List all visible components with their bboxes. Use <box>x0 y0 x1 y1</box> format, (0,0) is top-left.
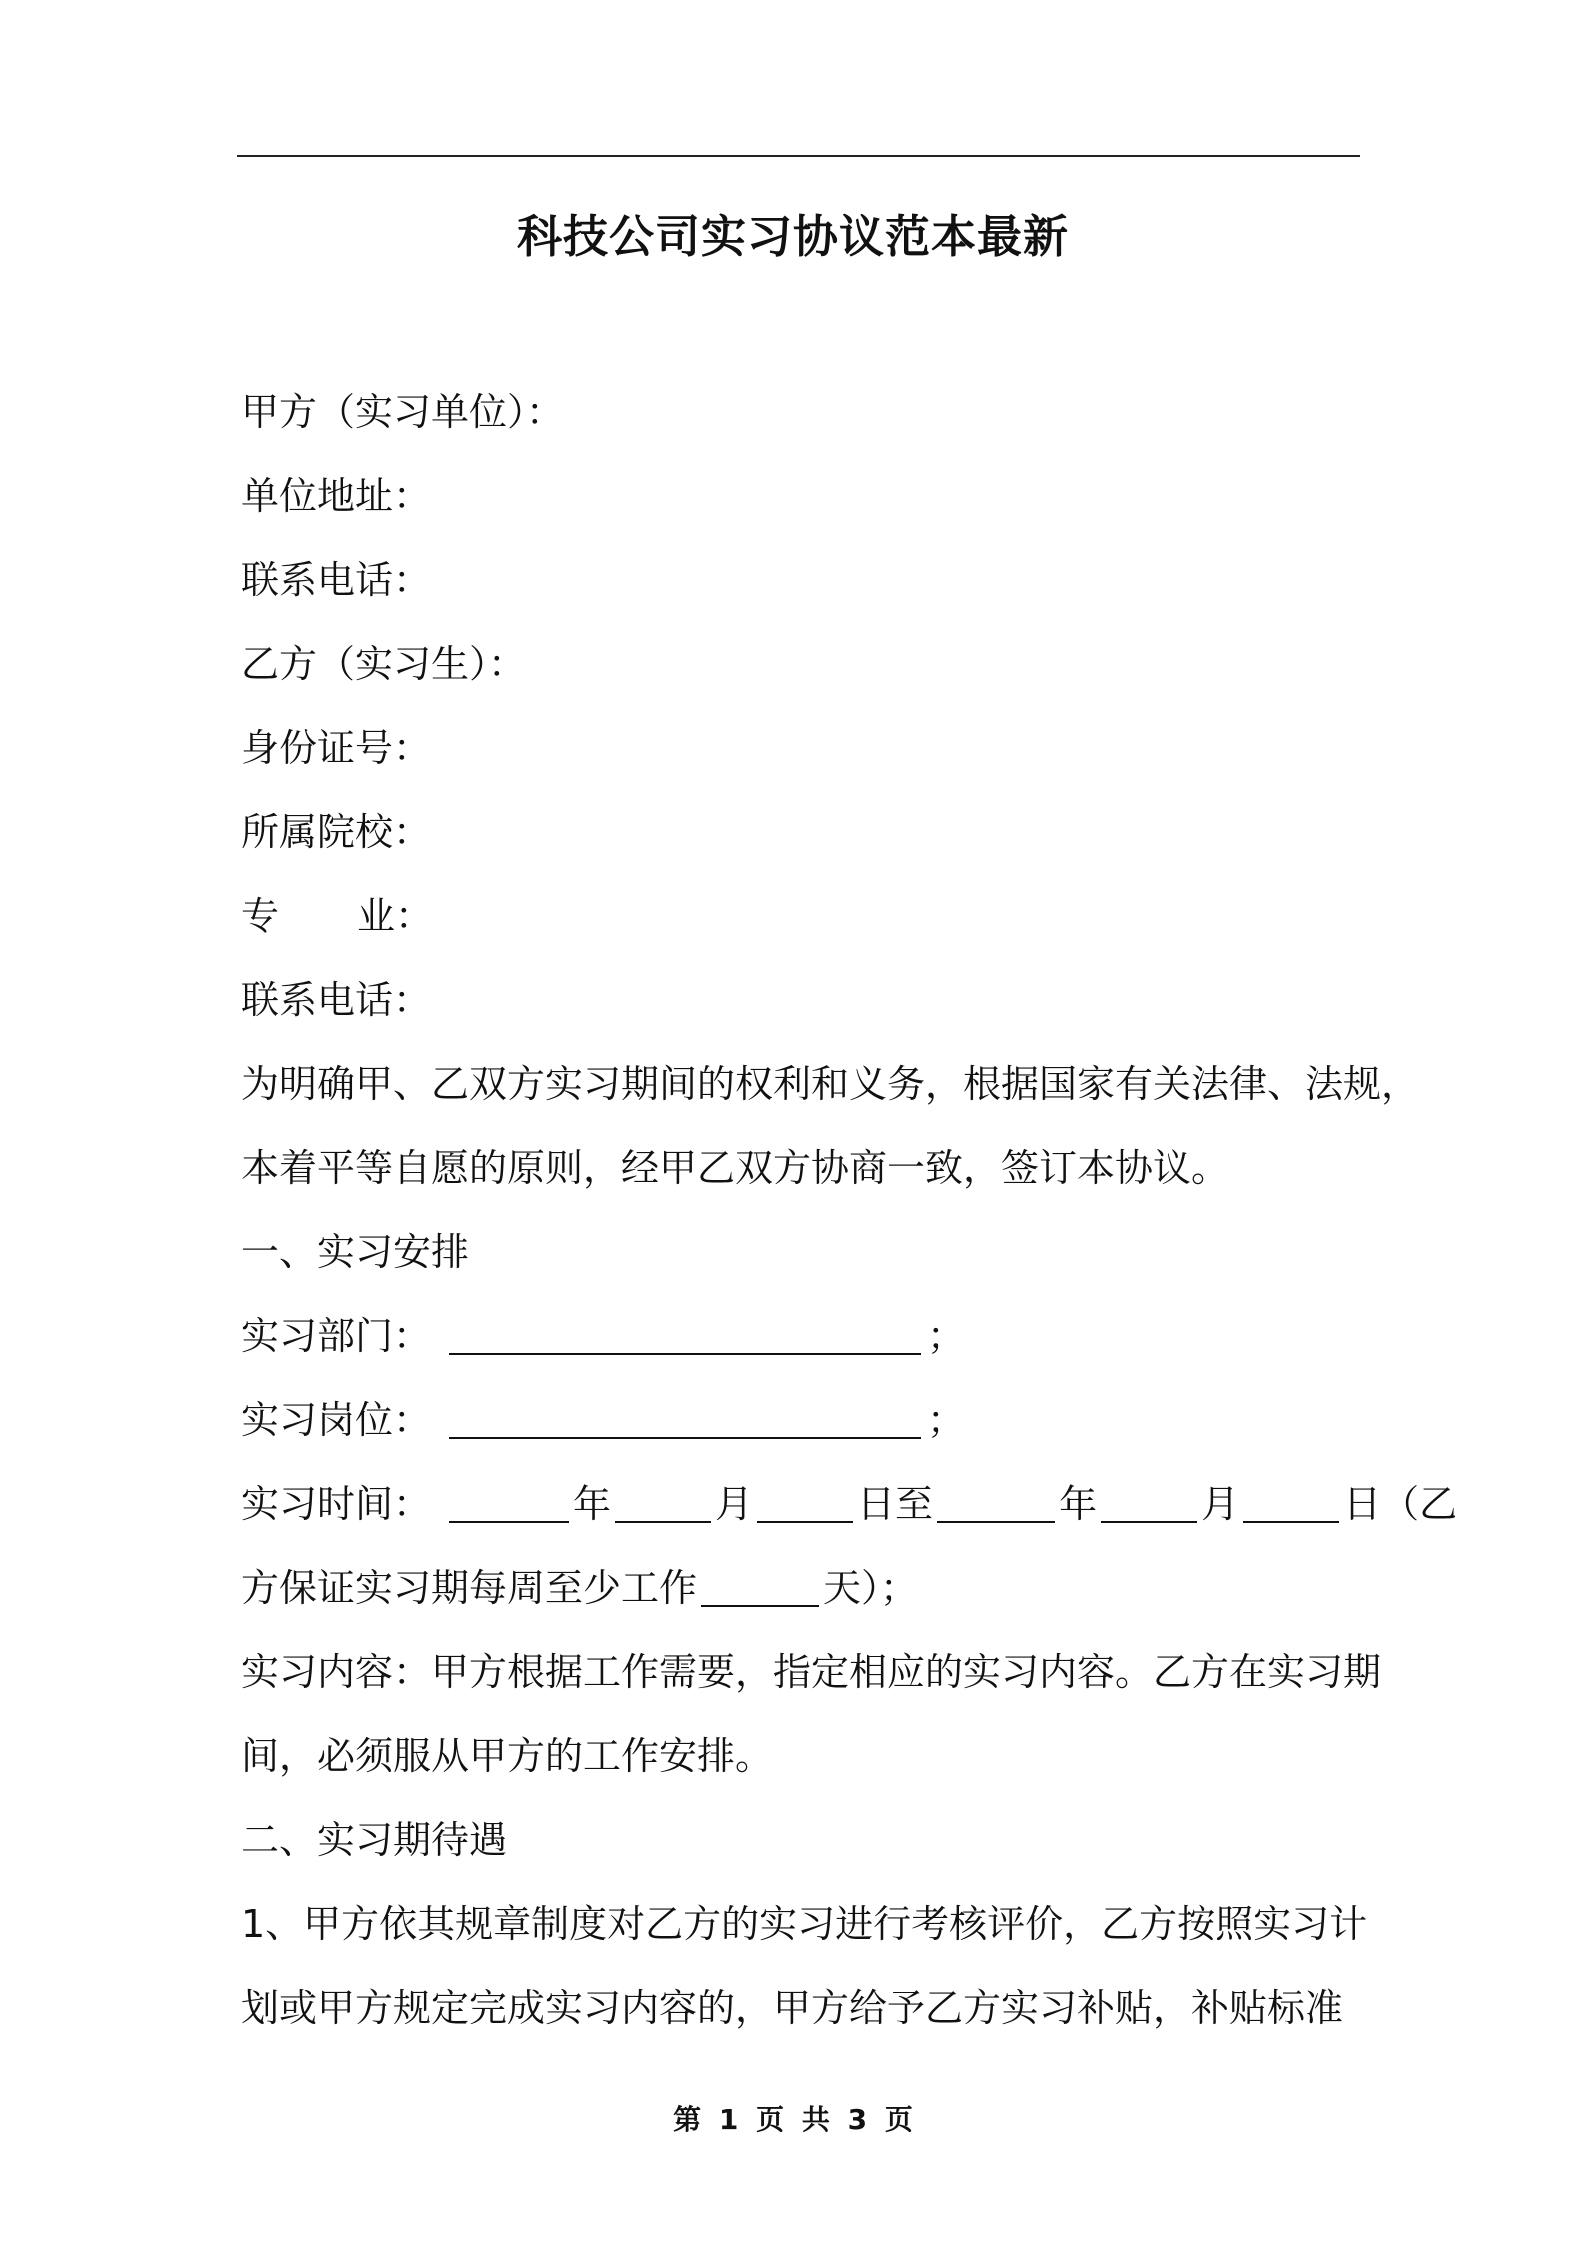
end-year-unit: 年 <box>1059 1482 1098 1526</box>
time-line-1 <box>241 1462 1458 1546</box>
field-address: 单位地址： <box>241 474 432 518</box>
start-day-blank <box>757 1481 853 1523</box>
field-id-number: 身份证号： <box>241 726 432 770</box>
content-line-2: 间，必须服从甲方的工作安排。 <box>241 1734 774 1778</box>
preamble-line-1: 为明确甲、乙双方实习期间的权利和义务，根据国家有关法律、法规， <box>241 1062 1420 1106</box>
field-phone-b: 联系电话： <box>241 978 432 1022</box>
time-line-2 <box>241 1546 1361 1630</box>
section-2-item-1-line-2: 划或甲方规定完成实习内容的，甲方给予乙方实习补贴，补贴标准 <box>241 1986 1344 2030</box>
field-major-first-char: 专 <box>241 894 280 938</box>
workdays-end: 天）； <box>823 1566 919 1610</box>
end-day-unit: 日（乙 <box>1343 1482 1458 1526</box>
position-label: 实习岗位： <box>241 1398 432 1442</box>
page-footer: 第 1 页 共 3 页 <box>673 2103 913 2136</box>
department-end: ； <box>927 1314 966 1358</box>
field-school: 所属院校： <box>241 810 432 854</box>
department-label: 实习部门： <box>241 1314 432 1358</box>
start-day-unit: 日至 <box>857 1482 934 1526</box>
document-title: 科技公司实习协议范本最新 <box>516 210 1069 263</box>
position-end: ； <box>927 1398 966 1442</box>
start-year-blank <box>449 1481 569 1523</box>
field-phone-a: 联系电话： <box>241 558 432 602</box>
department-blank <box>449 1313 921 1355</box>
end-month-unit: 月 <box>1201 1482 1240 1526</box>
content-line-1: 实习内容：甲方根据工作需要，指定相应的实习内容。乙方在实习期 <box>241 1650 1382 1694</box>
section-2-item-1-line-1: 1、甲方依其规章制度对乙方的实习进行考核评价，乙方按照实习计 <box>241 1902 1368 1946</box>
document-body <box>241 370 1458 2050</box>
field-major <box>241 874 1361 958</box>
header-rule <box>237 155 1360 157</box>
workdays-blank <box>701 1565 819 1607</box>
end-year-blank <box>937 1481 1055 1523</box>
section-1-heading: 一、实习安排 <box>241 1230 470 1274</box>
start-year-unit: 年 <box>573 1482 612 1526</box>
end-day-blank <box>1243 1481 1339 1523</box>
position-blank <box>449 1397 921 1439</box>
section-2-heading: 二、实习期待遇 <box>241 1818 508 1862</box>
field-party-b: 乙方（实习生）： <box>241 642 527 686</box>
end-month-blank <box>1101 1481 1197 1523</box>
field-party-a: 甲方（实习单位）： <box>241 390 565 434</box>
preamble-line-2: 本着平等自愿的原则，经甲乙双方协商一致，签订本协议。 <box>241 1146 1230 1190</box>
start-month-unit: 月 <box>715 1482 754 1526</box>
department-line <box>241 1294 1361 1378</box>
time-label: 实习时间： <box>241 1482 432 1526</box>
workdays-label: 方保证实习期每周至少工作 <box>241 1566 698 1610</box>
field-major-second-char: 业： <box>357 894 434 938</box>
start-month-blank <box>615 1481 711 1523</box>
position-line <box>241 1378 1361 1462</box>
